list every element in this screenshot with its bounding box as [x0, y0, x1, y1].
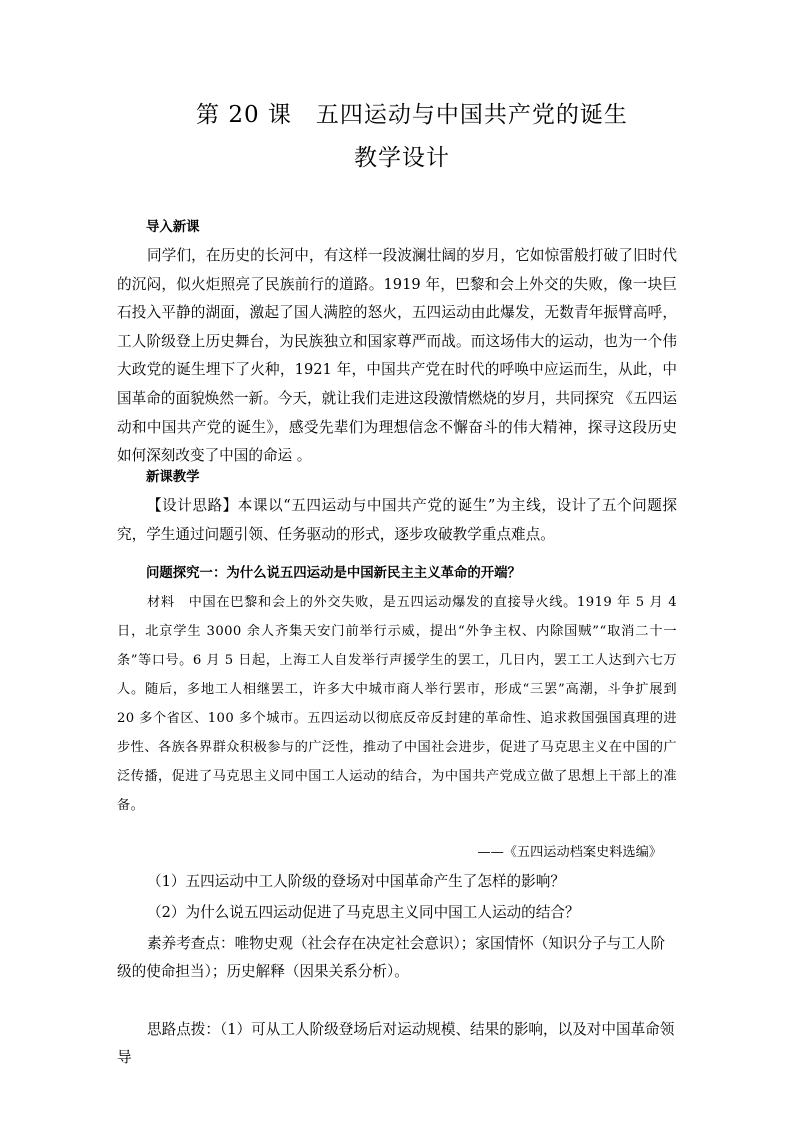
inquiry1-heading: 问题探究一：为什么说五四运动是中国新民主主义革命的开端？: [146, 566, 521, 581]
design-idea-paragraph: 【设计思路】本课以“五四运动与中国共产党的诞生”为主线，设计了五个问题探究，学生通过问题引领、任务驱动的形式，逐步攻破教学重点难点。: [117, 497, 677, 543]
material-paragraph: 材料 中国在巴黎和会上的外交失败，是五四运动爆发的直接导火线。1919 年 5 月 4 日，北京学生 3000 余人齐集天安门前举行示威，提出“外争主权、内除国贼”“取消二十一条”等口号。6 月 5 日起，上海工人自发举行声援学生的罢工，几日内，罢工工人达到六七万人。随后，多地工人相继罢工，许多大中城市商人举行罢市，形成“三罢”高潮，斗争扩展到 20 多个省区、100 多个城市。五四运动以彻底反帝反封建的革命性、追求救国强国真理的进步性、各族各界群众积极参与的广泛性，推动了中国社会进步，促进了马克思主义在中国的广泛传播，促进了马克思主义同中国工人运动的结合，为中国共产党成立做了思想上干部上的准备。: [117, 595, 677, 813]
literacy-points: 素养考查点：唯物史观（社会存在决定社会意识）；家国情怀（知识分子与工人阶级的使命担当）；历史解释（因果关系分析）。: [117, 935, 666, 980]
intro-heading: 导入新课: [146, 220, 200, 235]
material-source: ——《五四运动档案史料选编》: [477, 845, 662, 860]
question-1: （1）五四运动中工人阶级的登场对中国革命产生了怎样的影响？: [147, 873, 565, 890]
hint-paragraph: 思路点拨：（1）可从工人阶级登场后对运动规模、结果的影响，以及对中国革命领导: [117, 1021, 675, 1066]
new-lesson-heading: 新课教学: [146, 470, 200, 485]
lesson-subtitle: 教学设计: [354, 145, 450, 171]
question-2: （2）为什么说五四运动促进了马克思主义同中国工人运动的结合？: [147, 904, 580, 921]
intro-paragraph: 同学们，在历史的长河中，有这样一段波澜壮阔的岁月，它如惊雷般打破了旧时代的沉闷，似火炬照亮了民族前行的道路。1919 年，巴黎和会上外交的失败，像一块巨石投入平静的湖面，激起了国人满腔的怒火，五四运动由此爆发，无数青年振臂高呼，工人阶级登上历史舞台，为民族独立和国家尊严而战。而这场伟大的运动，也为一个伟大政党的诞生埋下了火种，1921 年，中国共产党在时代的呼唤中应运而生，从此，中国革命的面貌焕然一新。今天，就让我们走进这段激情燃烧的岁月，共同探究 《五四运动和中国共产党的诞生》，感受先辈们为理想信念不懈奋斗的伟大精神，探寻这段历史如何深刻改变了中国的命运 。: [117, 247, 677, 465]
lesson-title: 第 20 课 五四运动与中国共产党的诞生: [196, 102, 628, 128]
